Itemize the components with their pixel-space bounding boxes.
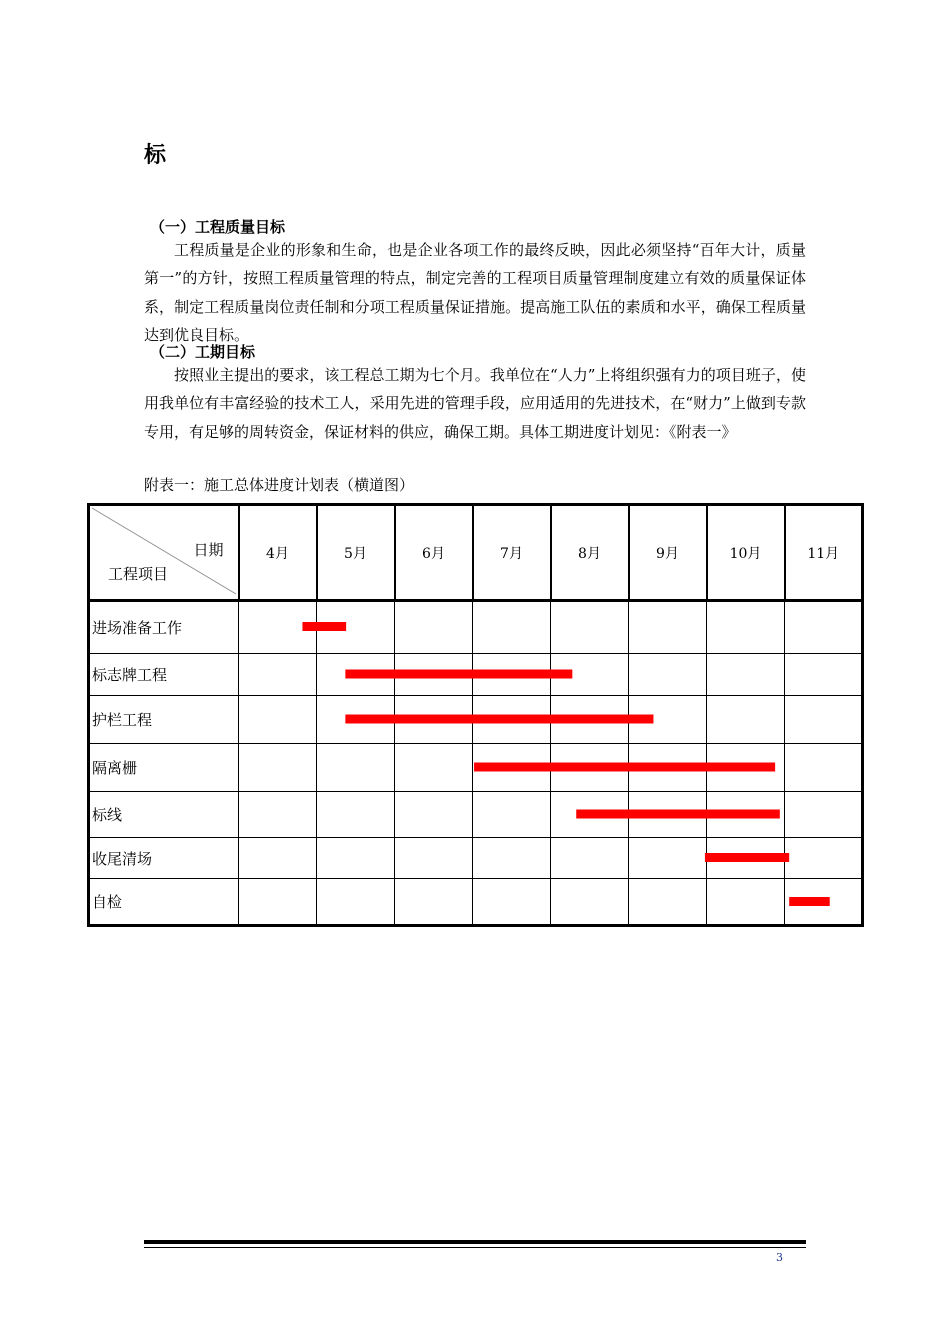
table-caption: 附表一：施工总体进度计划表（横道图） bbox=[144, 476, 415, 494]
task-row bbox=[89, 696, 863, 744]
section-body-quality: 工程质量是企业的形象和生命，也是企业各项工作的最终反映，因此必须坚持“百年大计，质量第一”的方针，按照工程质量管理的特点，制定完善的工程项目质量管理制度建立有效的质量保证体系，制定工程质量岗位责任制和分项工程质量保证措施。提高施工队伍的素质和水平，确保工程质量达到优良目标。 bbox=[144, 241, 806, 344]
gantt-table bbox=[87, 503, 864, 927]
task-name: 护栏工程 bbox=[89, 696, 239, 744]
task-row bbox=[89, 601, 863, 654]
footer-rule-thick bbox=[144, 1240, 806, 1244]
footer-rule-thin bbox=[144, 1247, 806, 1248]
task-name: 收尾清场 bbox=[89, 838, 239, 879]
corner-date-label: 日期 bbox=[193, 541, 224, 559]
month-header: 8月 bbox=[551, 505, 629, 601]
task-row bbox=[89, 654, 863, 696]
table-header-row bbox=[89, 505, 863, 601]
month-header: 5月 bbox=[317, 505, 395, 601]
month-header: 10月 bbox=[707, 505, 785, 601]
month-header: 4月 bbox=[239, 505, 317, 601]
month-header: 6月 bbox=[395, 505, 473, 601]
section-heading-schedule: （二）工期目标 bbox=[150, 343, 256, 361]
task-row bbox=[89, 879, 863, 926]
section-heading-quality: （一）工程质量目标 bbox=[150, 218, 286, 236]
task-name: 隔离栅 bbox=[89, 744, 239, 792]
task-name: 自检 bbox=[89, 879, 239, 926]
page-title: 标 bbox=[144, 143, 167, 168]
section-body-schedule: 按照业主提出的要求，该工程总工期为七个月。我单位在“人力”上将组织强有力的项目班子，使用我单位有丰富经验的技术工人，采用先进的管理手段，应用适用的先进技术，在“财力”上做到专款专用，有足够的周转资金，保证材料的供应，确保工期。具体工期进度计划见：《附表一》 bbox=[144, 366, 806, 441]
month-header: 7月 bbox=[473, 505, 551, 601]
page-number: 3 bbox=[776, 1251, 783, 1264]
task-name: 标线 bbox=[89, 792, 239, 838]
task-row bbox=[89, 838, 863, 879]
task-name: 标志牌工程 bbox=[89, 654, 239, 696]
month-header: 9月 bbox=[629, 505, 707, 601]
task-row bbox=[89, 792, 863, 838]
corner-cell bbox=[89, 505, 239, 601]
task-row bbox=[89, 744, 863, 792]
task-name: 进场准备工作 bbox=[89, 601, 239, 654]
month-header: 11月 bbox=[785, 505, 863, 601]
corner-item-label: 工程项目 bbox=[108, 565, 169, 583]
